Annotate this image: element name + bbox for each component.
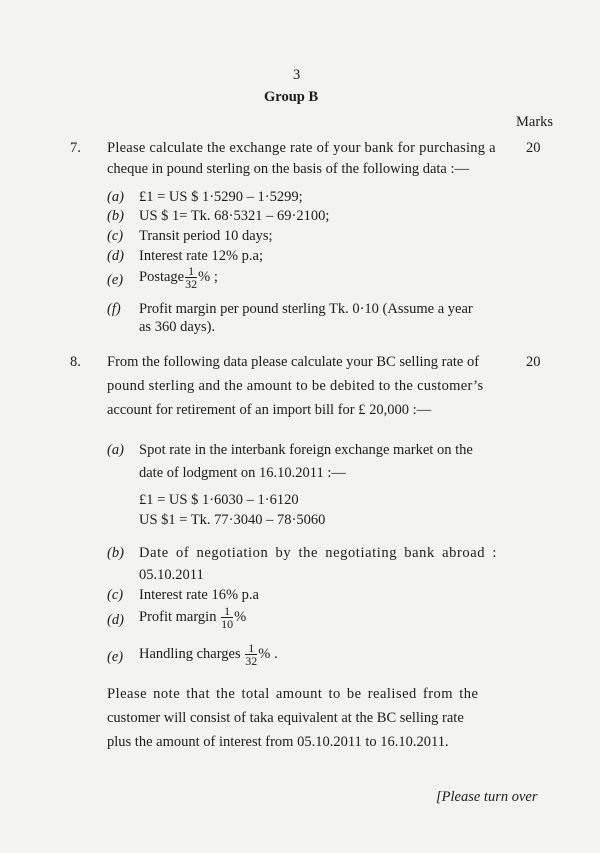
question-stem-line: Please calculate the exchange rate of your bank for purchasing a bbox=[107, 140, 496, 156]
item-label: (c) bbox=[107, 228, 124, 244]
fraction-denominator: 10 bbox=[221, 617, 234, 631]
item-text: Postage bbox=[139, 268, 185, 285]
item-label: (a) bbox=[107, 189, 124, 205]
item-text-continued: as 360 days). bbox=[139, 319, 216, 335]
fraction-numerator: 1 bbox=[185, 265, 197, 278]
question-stem-line: pound sterling and the amount to be debited to the customer’s bbox=[107, 378, 484, 394]
fraction-denominator: 32 bbox=[185, 277, 198, 291]
question-marks: 20 bbox=[526, 354, 541, 370]
item-text-continued: date of lodgment on 16.10.2011 :— bbox=[139, 465, 346, 481]
question-stem-line: account for retirement of an import bill for £ 20,000 :— bbox=[107, 402, 432, 418]
question-stem-line: From the following data please calculate your BC selling rate of bbox=[107, 354, 480, 370]
question-stem-line: cheque in pound sterling on the basis of the following data :— bbox=[107, 161, 470, 177]
page-number: 3 bbox=[293, 67, 301, 83]
item-label: (d) bbox=[107, 248, 124, 264]
question-number: 8. bbox=[70, 354, 81, 370]
note-line: Please note that the total amount to be realised from the bbox=[107, 686, 479, 702]
footer-turn-over: [Please turn over bbox=[436, 789, 538, 805]
item-text: Transit period 10 days; bbox=[139, 228, 273, 244]
item-text: Profit margin per pound sterling Tk. 0·10 (Assume a year bbox=[139, 301, 473, 317]
item-text bbox=[139, 642, 278, 667]
question-number: 7. bbox=[70, 140, 81, 156]
item-suffix: % . bbox=[258, 645, 278, 662]
item-label: (e) bbox=[107, 272, 124, 288]
item-text: Spot rate in the interbank foreign exchange market on the bbox=[139, 442, 473, 458]
question-marks: 20 bbox=[526, 140, 541, 156]
item-text: US $ 1= Tk. 68·5321 – 69·2100; bbox=[139, 208, 330, 224]
item-text bbox=[139, 605, 246, 630]
item-text: Profit margin bbox=[139, 608, 217, 625]
item-suffix: % bbox=[234, 608, 247, 625]
item-label: (e) bbox=[107, 649, 124, 665]
fraction bbox=[245, 642, 257, 667]
item-suffix: % ; bbox=[198, 268, 218, 285]
item-label: (d) bbox=[107, 612, 124, 628]
item-label: (b) bbox=[107, 545, 124, 561]
fraction-denominator: 32 bbox=[245, 654, 258, 668]
item-label: (c) bbox=[107, 587, 124, 603]
item-text-continued: 05.10.2011 bbox=[139, 567, 204, 583]
item-text bbox=[139, 265, 218, 290]
note-line: plus the amount of interest from 05.10.2011 to 16.10.2011. bbox=[107, 734, 449, 750]
marks-header: Marks bbox=[516, 114, 554, 130]
item-text: Date of negotiation by the negotiating bank abroad : bbox=[139, 545, 498, 561]
fraction bbox=[221, 605, 233, 630]
fraction-numerator: 1 bbox=[221, 605, 233, 618]
item-text: £1 = US $ 1·5290 – 1·5299; bbox=[139, 189, 303, 205]
item-text: Interest rate 16% p.a bbox=[139, 587, 259, 603]
rate-line: £1 = US $ 1·6030 – 1·6120 bbox=[139, 492, 299, 508]
item-text: Interest rate 12% p.a; bbox=[139, 248, 264, 264]
note-line: customer will consist of taka equivalent at the BC selling rate bbox=[107, 710, 464, 726]
group-title: Group B bbox=[264, 89, 319, 105]
item-label: (a) bbox=[107, 442, 124, 458]
rate-line: US $1 = Tk. 77·3040 – 78·5060 bbox=[139, 512, 326, 528]
fraction bbox=[185, 265, 197, 290]
item-label: (f) bbox=[107, 301, 121, 317]
fraction-numerator: 1 bbox=[245, 642, 257, 655]
item-label: (b) bbox=[107, 208, 124, 224]
item-text: Handling charges bbox=[139, 645, 241, 662]
